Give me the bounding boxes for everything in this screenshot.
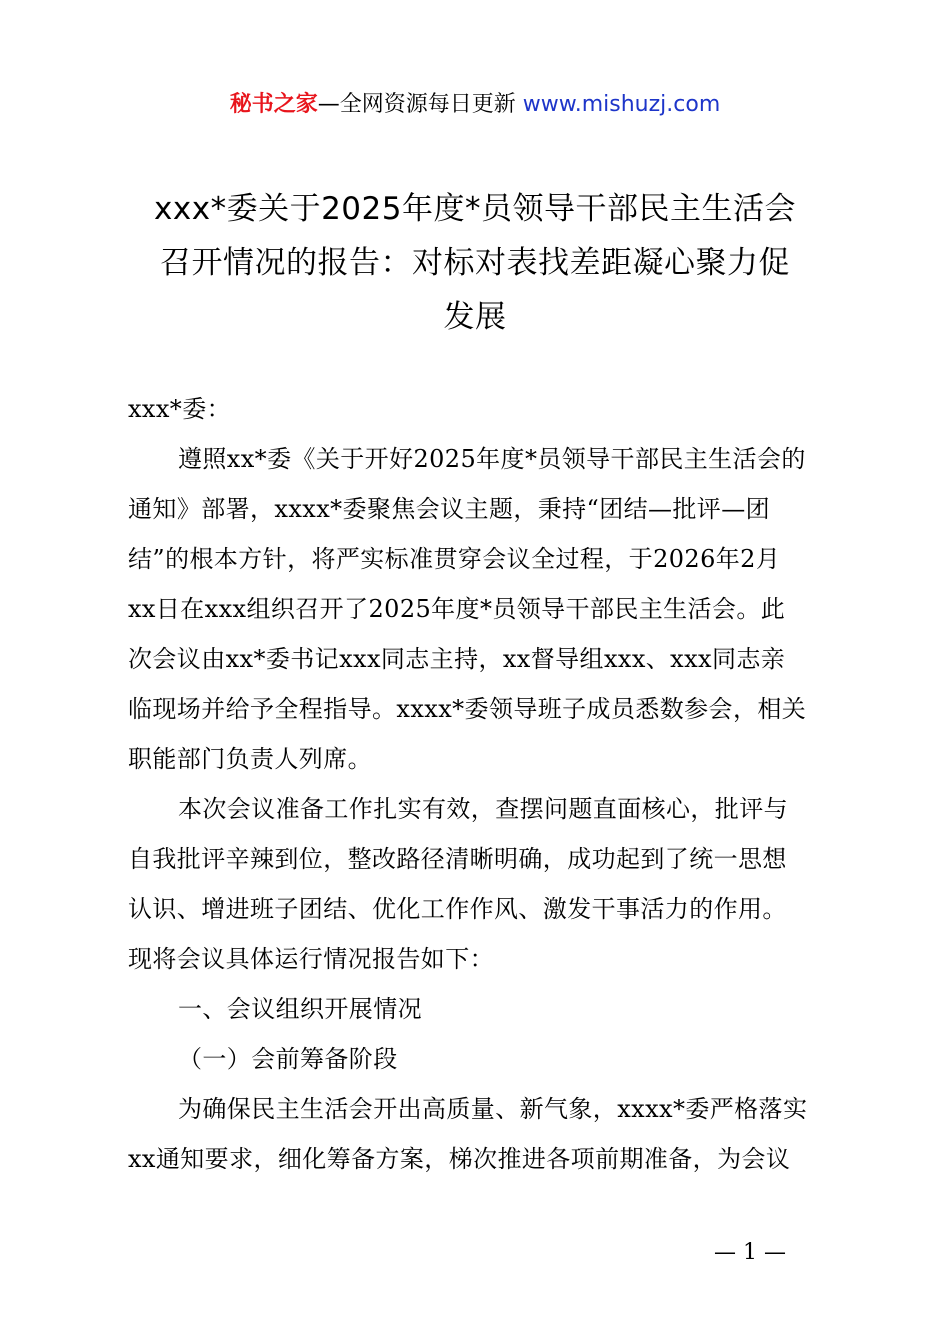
title-line: 发展 <box>443 299 507 335</box>
paragraph-line: 结”的根本方针，将严实标准贯穿会议全过程，于2026年2月 <box>128 545 781 573</box>
site-slogan: —全网资源每日更新 <box>317 92 523 117</box>
paragraph-line: 遵照xx*委《关于开好2025年度*员领导干部民主生活会的 <box>178 445 806 473</box>
document-title <box>110 182 840 344</box>
site-header <box>0 88 950 122</box>
paragraph-line: xx日在xxx组织召开了2025年度*员领导干部民主生活会。此 <box>128 595 786 623</box>
salutation: xxx*委： <box>128 395 232 423</box>
title-line: 召开情况的报告：对标对表找差距凝心聚力促 <box>160 245 790 281</box>
paragraph-line: 为确保民主生活会开出高质量、新气象，xxxx*委严格落实 <box>178 1095 808 1123</box>
paragraph-line: 本次会议准备工作扎实有效，查摆问题直面核心，批评与 <box>178 795 788 823</box>
paragraph-line: 现将会议具体运行情况报告如下： <box>128 945 494 973</box>
page-number: — 1 — <box>714 1240 786 1265</box>
section-heading: 一、会议组织开展情况 <box>178 995 422 1023</box>
paragraph-line: 通知》部署，xxxx*委聚焦会议主题，秉持“团结—批评—团 <box>128 495 771 523</box>
paragraph-line: 临现场并给予全程指导。xxxx*委领导班子成员悉数参会，相关 <box>128 695 807 723</box>
document-body <box>128 384 838 1184</box>
site-brand: 秘书之家 <box>229 92 318 117</box>
paragraph-line: 认识、增进班子团结、优化工作作风、激发干事活力的作用。 <box>128 895 787 923</box>
paragraph-line: xx通知要求，细化筹备方案，梯次推进各项前期准备，为会议 <box>128 1145 791 1173</box>
paragraph-line: 次会议由xx*委书记xxx同志主持，xx督导组xxx、xxx同志亲 <box>128 645 786 673</box>
subsection-heading: （一）会前筹备阶段 <box>178 1045 398 1073</box>
paragraph-line: 职能部门负责人列席。 <box>128 745 372 773</box>
paragraph-line: 自我批评辛辣到位，整改路径清晰明确，成功起到了统一思想 <box>128 845 787 873</box>
site-url-link[interactable]: www.mishuzj.com <box>522 92 721 117</box>
title-line: xxx*委关于2025年度*员领导干部民主生活会 <box>154 191 796 227</box>
